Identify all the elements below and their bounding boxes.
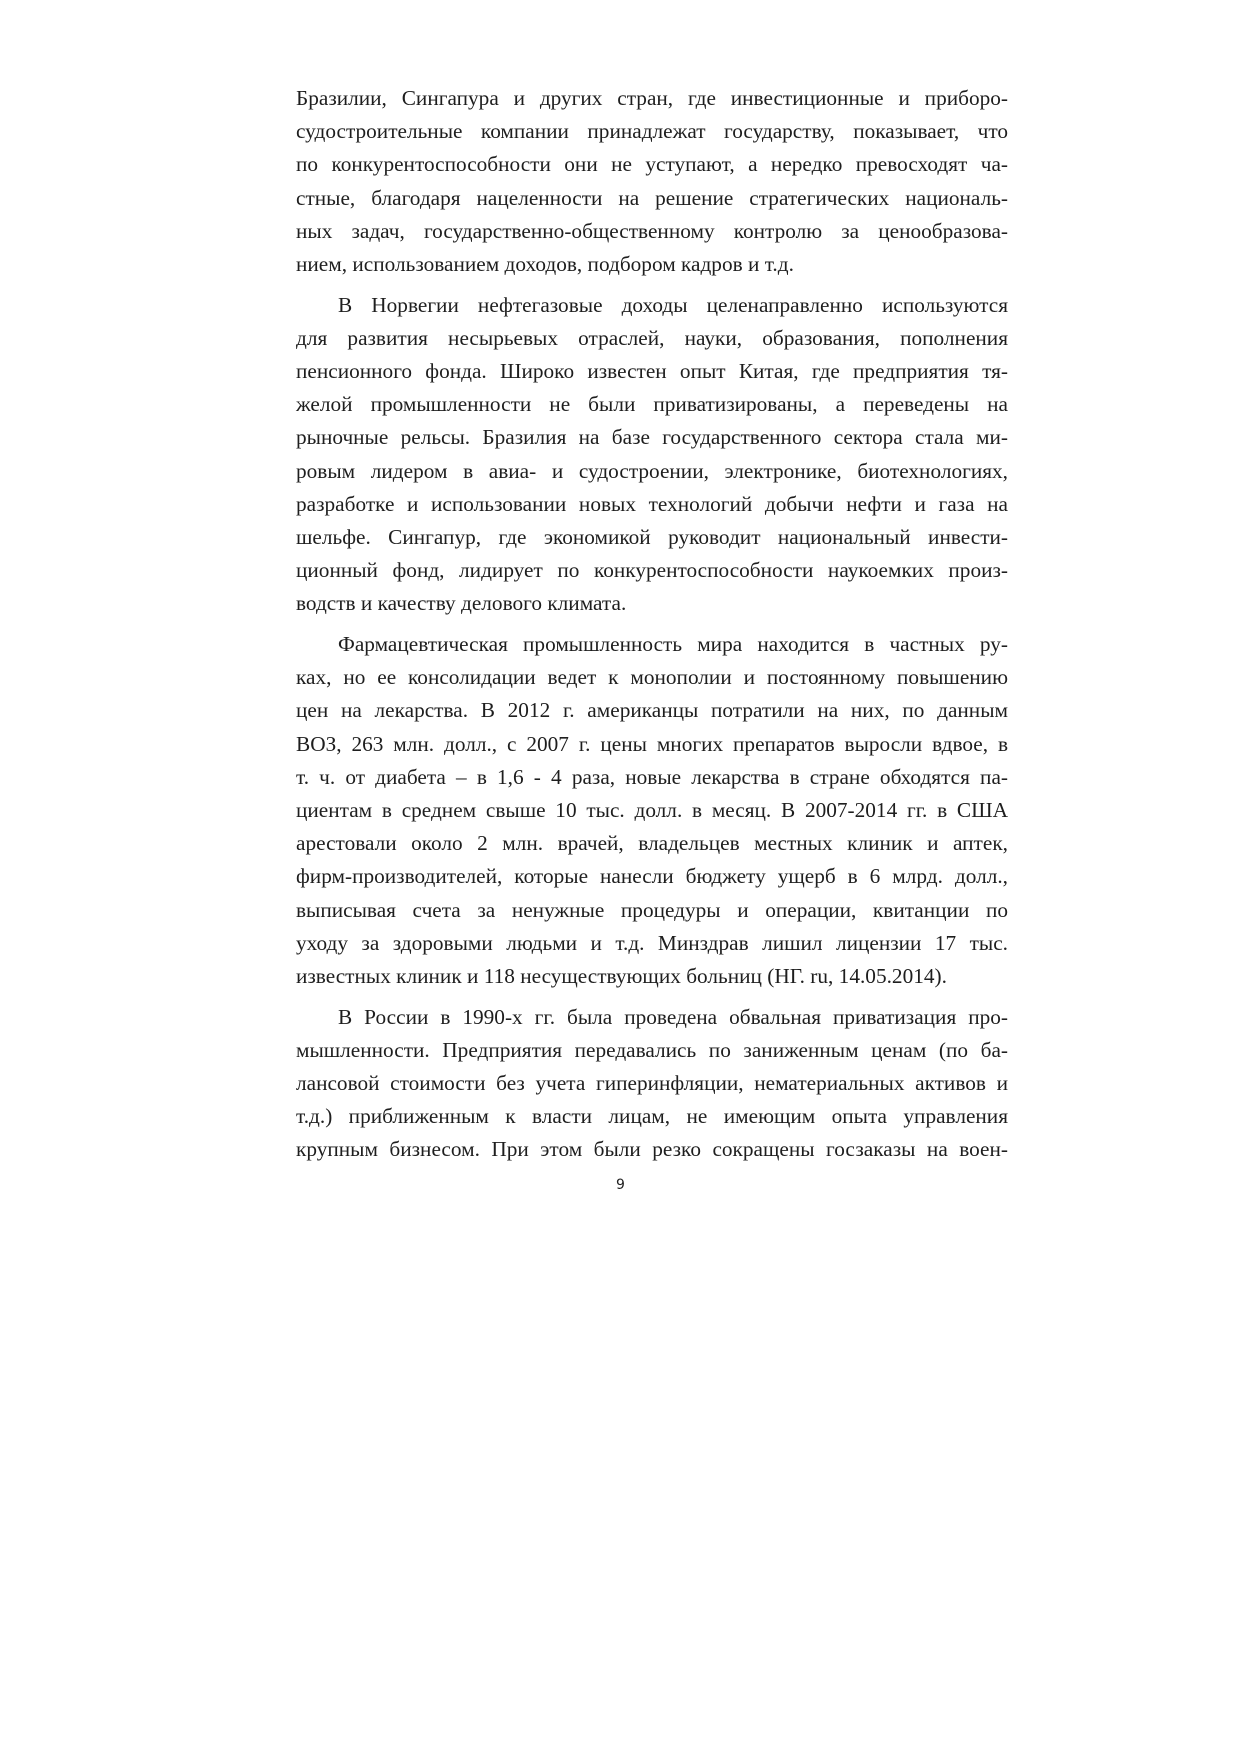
text-line: для развития несырьевых отраслей, науки, образования, пополнения [296, 325, 1008, 350]
text-line: ных задач, государственно-общественному контролю за ценообразова- [296, 218, 1008, 243]
body-text [296, 82, 1008, 1167]
text-line: ках, но ее консолидации ведет к монополии и постоянному повышению [296, 665, 1008, 690]
text-line: арестовали около 2 млн. врачей, владельцев местных клиник и аптек, [296, 831, 1008, 856]
paragraph-gap [296, 621, 1008, 629]
text-line: желой промышленности не были приватизированы, а переведены на [296, 392, 1008, 417]
text-line: Бразилии, Сингапура и других стран, где инвестиционные и приборо- [296, 86, 1008, 110]
text-line: разработке и использовании новых технологий добычи нефти и газа на [296, 491, 1008, 516]
paragraph-gap [296, 993, 1008, 1001]
text-line: В Норвегии нефтегазовые доходы целенаправленно используются [338, 292, 1008, 317]
text-line: мышленности. Предприятия передавались по заниженным ценам (по ба- [296, 1037, 1008, 1062]
text-line: цен на лекарства. В 2012 г. американцы потратили на них, по данным [296, 698, 1008, 723]
text-line: ционный фонд, лидирует по конкурентоспособности наукоемких произ- [296, 558, 1008, 583]
text-line: нием, использованием доходов, подбором кадров и т.д. [296, 251, 794, 276]
text-line: циентам в среднем свыше 10 тыс. долл. в месяц. В 2007-2014 гг. в США [296, 797, 1008, 822]
text-line: ровым лидером в авиа- и судостроении, электронике, биотехнологиях, [296, 458, 1008, 483]
text-line: ВОЗ, 263 млн. долл., с 2007 г. цены многих препаратов выросли вдвое, в [296, 731, 1008, 756]
text-line: Фармацевтическая промышленность мира находится в частных ру- [338, 632, 1008, 656]
text-line: стные, благодаря нацеленности на решение стратегических националь- [296, 185, 1008, 210]
text-line: лансовой стоимости без учета гиперинфляции, нематериальных активов и [296, 1070, 1008, 1095]
text-line: т.д.) приближенным к власти лицам, не имеющим опыта управления [296, 1104, 1008, 1129]
page-number: 9 [616, 1177, 625, 1193]
text-line: В России в 1990-х гг. была проведена обвальная приватизация про- [338, 1004, 1008, 1029]
paragraph-gap [296, 281, 1008, 289]
text-line: судостроительные компании принадлежат государству, показывает, что [296, 119, 1008, 144]
text-line: известных клиник и 118 несуществующих больниц (НГ. ru, 14.05.2014). [296, 963, 947, 988]
text-line: крупным бизнесом. При этом были резко сокращены госзаказы на воен- [296, 1137, 1008, 1162]
text-line: рыночные рельсы. Бразилия на базе государственного сектора стала ми- [296, 425, 1008, 450]
text-line: по конкурентоспособности они не уступают, а нередко превосходят ча- [296, 152, 1008, 177]
text-line: шельфе. Сингапур, где экономикой руководит национальный инвести- [296, 524, 1008, 549]
text-line: выписывая счета за ненужные процедуры и операции, квитанции по [296, 897, 1008, 922]
text-line: т. ч. от диабета – в 1,6 - 4 раза, новые лекарства в стране обходятся па- [296, 764, 1008, 789]
text-line: уходу за здоровыми людьми и т.д. Минздрав лишил лицензии 17 тыс. [296, 930, 1008, 955]
text-line: пенсионного фонда. Широко известен опыт Китая, где предприятия тя- [296, 359, 1008, 383]
text-line: фирм-производителей, которые нанесли бюджету ущерб в 6 млрд. долл., [296, 864, 1008, 889]
text-line: водств и качеству делового климата. [296, 591, 627, 616]
